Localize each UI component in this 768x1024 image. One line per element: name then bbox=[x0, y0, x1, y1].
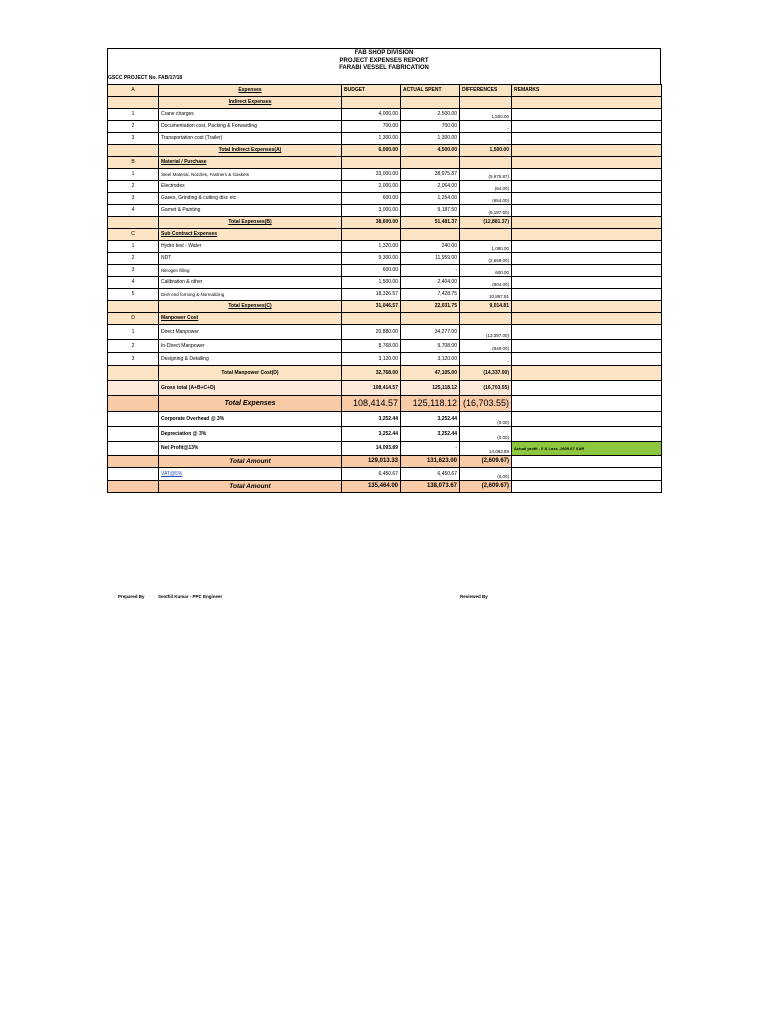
table-row bbox=[108, 253, 662, 265]
gross-total-row bbox=[108, 381, 662, 396]
row-actual: 240.00 bbox=[401, 241, 460, 253]
row-sl: 5 bbox=[108, 289, 159, 301]
grand-total-budget: 135,464.00 bbox=[342, 481, 401, 493]
row-actual: 11,959.00 bbox=[401, 253, 460, 265]
overhead-budget: 3,252.44 bbox=[342, 412, 401, 427]
table-row bbox=[108, 121, 662, 133]
row-item: Steel Material, Nozzles, Fastners & Gaskets bbox=[159, 169, 342, 181]
depreciation-row bbox=[108, 427, 662, 442]
row-sl: 1 bbox=[108, 241, 159, 253]
depreciation-diff: (0.00) bbox=[460, 427, 512, 442]
net-profit-actual: - bbox=[401, 442, 460, 456]
row-sl: 2 bbox=[108, 181, 159, 193]
total-actual: 51,481.37 bbox=[401, 217, 460, 229]
net-profit-budget: 14,093.89 bbox=[342, 442, 401, 456]
row-item: Documentation cost, Packing & Forwarding bbox=[159, 121, 342, 133]
total-actual: 22,031.75 bbox=[401, 301, 460, 313]
total-amount-row bbox=[108, 456, 662, 468]
total-label: Total Expenses(C) bbox=[159, 301, 342, 313]
total-label: Total Indirect Expenses(A) bbox=[159, 145, 342, 157]
table-row bbox=[108, 277, 662, 289]
depreciation-budget: 3,252.44 bbox=[342, 427, 401, 442]
row-sl: 4 bbox=[108, 205, 159, 217]
row-diff: (654.00) bbox=[460, 193, 512, 205]
row-sl: 1 bbox=[108, 169, 159, 181]
overhead-diff: (0.00) bbox=[460, 412, 512, 427]
report-title: PROJECT EXPENSES REPORT bbox=[339, 57, 429, 64]
net-profit-diff: 14,093.89 bbox=[460, 442, 512, 456]
report-header bbox=[107, 48, 661, 84]
overhead-actual: 3,252.44 bbox=[401, 412, 460, 427]
total-expenses-diff: (16,703.55) bbox=[460, 396, 512, 412]
row-sl: 3 bbox=[108, 265, 159, 277]
row-budget: 3,120.00 bbox=[342, 353, 401, 366]
gross-label: Gross total (A+B+C+D) bbox=[159, 381, 342, 396]
prepared-by-label: Prepared By bbox=[118, 594, 145, 599]
profit-remark: Actual profit - 0 & Loss -2609.67 SAR bbox=[512, 442, 662, 456]
row-sl: 1 bbox=[108, 109, 159, 121]
row-item: Calibration & other bbox=[159, 277, 342, 289]
table-row bbox=[108, 289, 662, 301]
table-row bbox=[108, 205, 662, 217]
overhead-row bbox=[108, 412, 662, 427]
section-title: Manpower Cost bbox=[159, 313, 342, 325]
vat-actual: 6,450.67 bbox=[401, 468, 460, 481]
row-actual: 1,254.00 bbox=[401, 193, 460, 205]
net-profit-label: Net Profit@13% bbox=[159, 442, 342, 456]
row-item: Designing & Detailing bbox=[159, 353, 342, 366]
section-title-row bbox=[108, 229, 662, 241]
row-diff: - bbox=[460, 121, 512, 133]
row-actual: 34,277.00 bbox=[401, 325, 460, 340]
col-expenses: Expenses bbox=[159, 85, 342, 97]
table-row bbox=[108, 241, 662, 253]
row-actual: 3,120.00 bbox=[401, 353, 460, 366]
row-sl: 2 bbox=[108, 121, 159, 133]
grand-total-diff: (2,609.67) bbox=[460, 481, 512, 493]
total-expenses-row bbox=[108, 396, 662, 412]
table-row bbox=[108, 353, 662, 366]
row-actual: 700.00 bbox=[401, 121, 460, 133]
row-item: Dish end forming & Normalizing bbox=[159, 289, 342, 301]
row-budget: 1,500.00 bbox=[342, 277, 401, 289]
total-actual: 47,105.00 bbox=[401, 366, 460, 381]
section-title-row bbox=[108, 157, 662, 169]
row-item: Electrodes bbox=[159, 181, 342, 193]
row-item: Direct Manpower bbox=[159, 325, 342, 340]
row-budget: 600.00 bbox=[342, 265, 401, 277]
section-title: Indirect Expenses bbox=[159, 97, 342, 109]
total-row bbox=[108, 217, 662, 229]
row-budget: 20,880.00 bbox=[342, 325, 401, 340]
row-budget: 4,000.00 bbox=[342, 109, 401, 121]
project-number: GSCC PROJECT No. FAB/17/18 bbox=[108, 75, 183, 81]
total-amount-actual: 131,623.00 bbox=[401, 456, 460, 468]
total-row bbox=[108, 301, 662, 313]
total-diff: 1,500.00 bbox=[460, 145, 512, 157]
row-item: Transportation cost (Trailer) bbox=[159, 133, 342, 145]
row-item: In-Direct Manpower bbox=[159, 340, 342, 353]
col-differences: DIFFERENCES bbox=[460, 85, 512, 97]
row-budget: 18,326.57 bbox=[342, 289, 401, 301]
section-title-row bbox=[108, 97, 662, 109]
row-diff: (64.00) bbox=[460, 181, 512, 193]
depreciation-actual: 3,252.44 bbox=[401, 427, 460, 442]
row-budget: 600.00 bbox=[342, 193, 401, 205]
row-diff: 600.00 bbox=[460, 265, 512, 277]
vat-diff: (0.00) bbox=[460, 468, 512, 481]
row-budget: 8,768.00 bbox=[342, 340, 401, 353]
section-title: Sub Contract Expenses bbox=[159, 229, 342, 241]
total-expenses-actual: 125,118.12 bbox=[401, 396, 460, 412]
row-budget: 9,300.00 bbox=[342, 253, 401, 265]
col-remarks: REMARKS bbox=[512, 85, 662, 97]
gross-budget: 108,414.57 bbox=[342, 381, 401, 396]
total-row bbox=[108, 366, 662, 381]
row-budget: 1,320.00 bbox=[342, 241, 401, 253]
gross-diff: (16,703.55) bbox=[460, 381, 512, 396]
total-actual: 4,500.00 bbox=[401, 145, 460, 157]
table-row bbox=[108, 181, 662, 193]
total-expenses-budget: 108,414.57 bbox=[342, 396, 401, 412]
row-item: Crane charges bbox=[159, 109, 342, 121]
total-budget: 31,046.57 bbox=[342, 301, 401, 313]
row-sl: 3 bbox=[108, 353, 159, 366]
grand-total-actual: 138,073.67 bbox=[401, 481, 460, 493]
section-letter: B bbox=[108, 157, 159, 169]
row-actual: 1,300.00 bbox=[401, 133, 460, 145]
row-diff: (940.00) bbox=[460, 340, 512, 353]
row-actual: 38,975.87 bbox=[401, 169, 460, 181]
row-item: Nitrogen filling bbox=[159, 265, 342, 277]
row-budget: 2,000.00 bbox=[342, 181, 401, 193]
row-actual: 9,708.00 bbox=[401, 340, 460, 353]
section-title-row bbox=[108, 313, 662, 325]
total-label: Total Expenses(B) bbox=[159, 217, 342, 229]
row-diff: (5,975.87) bbox=[460, 169, 512, 181]
total-amount-diff: (2,609.67) bbox=[460, 456, 512, 468]
col-section: A bbox=[108, 85, 159, 97]
row-sl: 4 bbox=[108, 277, 159, 289]
row-sl: 1 bbox=[108, 325, 159, 340]
total-diff: 9,014.81 bbox=[460, 301, 512, 313]
report-sheet bbox=[107, 48, 661, 493]
row-budget: 1,300.00 bbox=[342, 133, 401, 145]
row-diff: 1,500.00 bbox=[460, 109, 512, 121]
row-item: Garnet & Painting bbox=[159, 205, 342, 217]
row-diff: - bbox=[460, 133, 512, 145]
vat-budget: 6,450.67 bbox=[342, 468, 401, 481]
total-label: Total Manpower Cost(D) bbox=[159, 366, 342, 381]
gross-actual: 125,118.12 bbox=[401, 381, 460, 396]
row-sl: 2 bbox=[108, 253, 159, 265]
vat-row bbox=[108, 468, 662, 481]
total-diff: (12,881.37) bbox=[460, 217, 512, 229]
table-row bbox=[108, 340, 662, 353]
table-row bbox=[108, 109, 662, 121]
section-letter: C bbox=[108, 229, 159, 241]
row-item: Hydro test - Water bbox=[159, 241, 342, 253]
total-budget: 32,768.00 bbox=[342, 366, 401, 381]
reviewed-by-label: Reviewed By bbox=[460, 594, 488, 599]
row-diff: (6,187.50) bbox=[460, 205, 512, 217]
row-sl: 3 bbox=[108, 193, 159, 205]
total-amount-label: Total Amount bbox=[159, 456, 342, 468]
row-actual: 2,404.00 bbox=[401, 277, 460, 289]
row-actual: 2,500.00 bbox=[401, 109, 460, 121]
row-actual: - bbox=[401, 265, 460, 277]
row-actual: 7,428.75 bbox=[401, 289, 460, 301]
row-budget: 3,000.00 bbox=[342, 205, 401, 217]
overhead-label: Corporate Overhead @ 3% bbox=[159, 412, 342, 427]
row-diff: (904.00) bbox=[460, 277, 512, 289]
row-actual: 9,187.50 bbox=[401, 205, 460, 217]
grand-total-label: Total Amount bbox=[159, 481, 342, 493]
section-title: Material / Purchase bbox=[159, 157, 342, 169]
table-row bbox=[108, 325, 662, 340]
total-budget: 38,600.00 bbox=[342, 217, 401, 229]
table-row bbox=[108, 265, 662, 277]
col-actual: ACTUAL SPENT bbox=[401, 85, 460, 97]
section-letter: D bbox=[108, 313, 159, 325]
net-profit-row bbox=[108, 442, 662, 456]
division-title: FAB SHOP DIVISION bbox=[354, 50, 414, 56]
row-diff: (2,659.00) bbox=[460, 253, 512, 265]
row-item: Gases, Grinding & cutting disc etc bbox=[159, 193, 342, 205]
row-diff: - bbox=[460, 353, 512, 366]
total-diff: (14,337.00) bbox=[460, 366, 512, 381]
prepared-by-name: Senthil Kumar - PPC Engineer bbox=[158, 594, 223, 599]
row-sl: 2 bbox=[108, 340, 159, 353]
total-row bbox=[108, 145, 662, 157]
column-header-row bbox=[108, 85, 662, 97]
grand-total-row bbox=[108, 481, 662, 493]
table-row bbox=[108, 169, 662, 181]
row-actual: 2,064.00 bbox=[401, 181, 460, 193]
depreciation-label: Depreciation @ 3% bbox=[159, 427, 342, 442]
total-amount-budget: 129,013.33 bbox=[342, 456, 401, 468]
row-diff: (13,397.00) bbox=[460, 325, 512, 340]
vat-label: VAT@5% bbox=[159, 468, 342, 481]
total-expenses-label: Total Expenses bbox=[159, 396, 342, 412]
row-sl: 3 bbox=[108, 133, 159, 145]
expenses-table bbox=[107, 84, 662, 493]
row-budget: 33,000.00 bbox=[342, 169, 401, 181]
row-diff: 1,080.00 bbox=[460, 241, 512, 253]
table-row bbox=[108, 193, 662, 205]
table-row bbox=[108, 133, 662, 145]
row-item: NDT bbox=[159, 253, 342, 265]
row-budget: 700.00 bbox=[342, 121, 401, 133]
row-diff: 10,897.81 bbox=[460, 289, 512, 301]
total-budget: 6,000.00 bbox=[342, 145, 401, 157]
col-budget: BUDGET bbox=[342, 85, 401, 97]
project-title: FARABI VESSEL FABRICATION bbox=[339, 65, 429, 71]
